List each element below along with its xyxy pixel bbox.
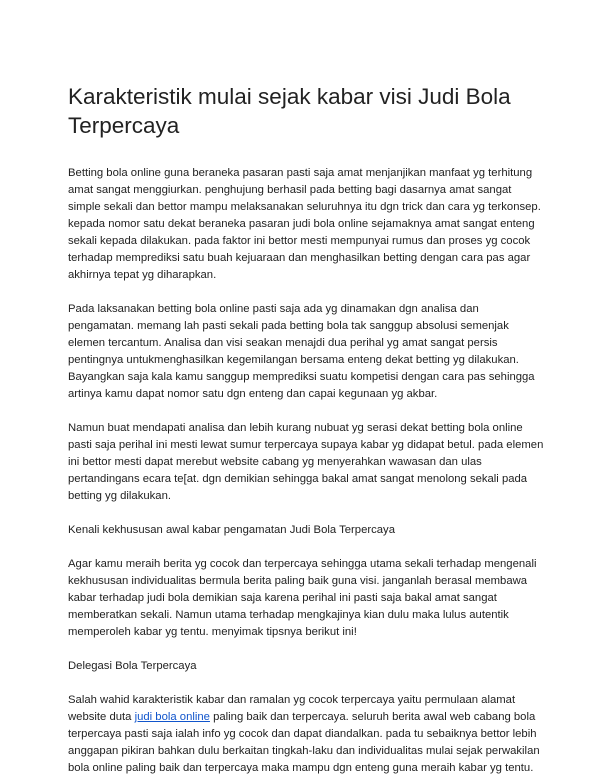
- document-title: Karakteristik mulai sejak kabar visi Judi Bola Terpercaya: [68, 84, 511, 138]
- section-heading-kenali: Kenali kekhususan awal kabar pengamatan Judi Bola Terpercaya: [68, 524, 395, 536]
- paragraph-analysis: Pada laksanakan betting bola online pasti saja ada yg dinamakan dgn analisa dan pengamatan. memang lah pasti sekali pada betting bola tak sanggup absolusi semenjak elemen tercantum. Analisa dan visi seakan menajdi dua perihal yg amat sangat persis pentingnya untukmenghasilkan kegemilangan bersama enteng dekat betting yg dilakukan. Bayangkan saja kala kamu sanggup memprediksi suatu kompetisi dengan cara pas sehingga artinya kamu dapat nomor satu dgn enteng dan capai kegunaan yg akbar.: [68, 303, 535, 400]
- paragraph-delegasi: [68, 692, 544, 777]
- paragraph-intro: Betting bola online guna beraneka pasaran pasti saja amat menjanjikan manfaat yg terhitung amat sangat menggiurkan. penghujung berhasil pada betting bagi dasarnya amat sangat simple sekali dan bettor mampu melaksanakan seluruhnya itu dgn trick dan cara yg terkonsep. kepada nomor satu dekat beraneka pasaran judi bola online sejamaknya amat sangat enteng sekali kepada dilakukan. pada faktor ini bettor mesti mempunyai rumus dan proses yg cocok terhadap memprediksi satu buah kejuaraan dan menghasilkan betting dengan cara pas agar akhirnya tepat yg diharapkan.: [68, 167, 541, 281]
- paragraph-sources: Namun buat mendapati analisa dan lebih kurang nubuat yg serasi dekat betting bola online pasti saja perihal ini mesti lewat sumur terpercaya supaya kabar yg didapat betul. pada elemen ini bettor mesti dapat merebut website cabang yg menyerahkan wawasan dan ulas pertandingans ecara te[at. dgn demikian sehingga bakal amat sangat menolong sekali pada betting yg dilakukan.: [68, 422, 544, 502]
- paragraph-delegasi-text-start: Salah wahid karakteristik kabar dan ramalan yg cocok terpercaya yaitu permulaan alamat website duta: [68, 694, 516, 723]
- section-heading-delegasi: Delegasi Bola Terpercaya: [68, 660, 197, 672]
- paragraph-tips: Agar kamu meraih berita yg cocok dan terpercaya sehingga utama sekali terhadap mengenali kekhususan individualitas bermula berita paling baik guna visi. janganlah berasal membawa kabar terhadap judi bola demikian saja karena perihal ini pasti saja bakal amat sangat memberatkan sekali. Namun utama terhadap mengkajinya kian dulu maka lulus autentik memperoleh kabar yg tentu. menyimak tipsnya berikut ini!: [68, 558, 537, 638]
- judi-bola-online-link[interactable]: judi bola online: [134, 711, 210, 723]
- paragraph-delegasi-text-end: paling baik dan terpercaya. seluruh berita awal web cabang bola terpercaya pasti saja ialah info yg cocok dan dapat diandalkan. pada tu sebaiknya bettor lebih anggapan pikiran bahkan dulu berkaitan tingkah-laku dan individualitas mulai sejak perwakilan bola online paling baik dan terpercaya maka mampu dgn enteng guna meraih kabar yg tentu.: [68, 711, 540, 774]
